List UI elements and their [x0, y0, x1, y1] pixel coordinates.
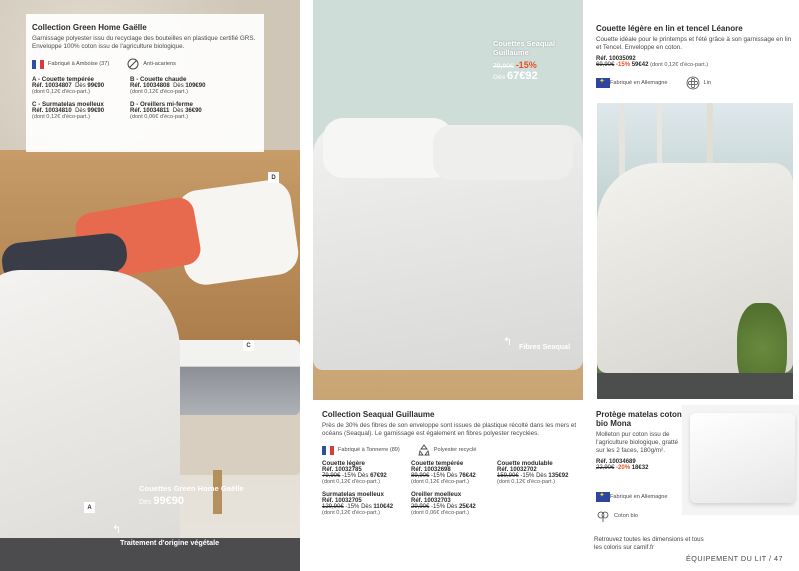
- eco-part: (dont 0,12€ d'éco-part.): [411, 479, 469, 486]
- price-prefix: Dès: [75, 83, 86, 90]
- price-prefix: Dès: [493, 73, 506, 81]
- ref-label: Réf.: [32, 108, 44, 115]
- eco-part: (dont 0,12€ d'éco-part.): [650, 62, 709, 69]
- badge-label: Coton bio: [614, 513, 638, 519]
- ref-label: Réf.: [497, 467, 509, 474]
- price-prefix: Dès: [172, 108, 184, 115]
- badge-made-in-germany: [596, 78, 668, 88]
- marker-a: A: [84, 502, 95, 513]
- price-prefix: Dès: [361, 504, 372, 511]
- pillow-2: [433, 125, 573, 180]
- floor: [597, 373, 793, 399]
- ref-number: 10034807: [45, 83, 72, 90]
- eu-flag-icon: [596, 492, 610, 502]
- arrow-icon: ↰: [112, 524, 122, 536]
- badges-row: [596, 76, 796, 90]
- gaelle-info-box: [26, 14, 264, 152]
- ref-label: Réf.: [130, 83, 142, 90]
- old-price: 79,90€: [493, 62, 514, 70]
- eco-part: (dont 0,12€ d'éco-part.): [32, 114, 90, 121]
- price-prefix: Dès: [173, 83, 184, 90]
- marker-d: D: [268, 172, 279, 183]
- discount: -15%: [431, 504, 446, 511]
- price: 59€42: [631, 62, 649, 69]
- collection-description: Garnissage polyester issu du recyclage des bouteilles en plastique certifié GRS. Enveloppe 100% coton issu de l'agriculture biologique.: [32, 35, 256, 51]
- ref-number: 10034689: [609, 458, 636, 465]
- product-description: Couette idéale pour le printemps et l'été grâce à son garnissage en lin et Tencel. Enveloppe en coton.: [596, 36, 792, 52]
- badge-lin: [686, 76, 711, 90]
- price-tag-gaelle: [139, 484, 249, 507]
- old-price: 89,90€: [411, 473, 430, 480]
- badge-coton-bio: [596, 509, 778, 523]
- marker-c: C: [243, 340, 254, 351]
- product-list: [322, 460, 577, 516]
- product-list: [32, 76, 258, 120]
- badge-label: Fabriqué en Allemagne: [610, 494, 668, 500]
- arrow-icon: ↰: [503, 336, 513, 348]
- prohibited-icon: [127, 58, 139, 70]
- discount: -15%: [345, 504, 360, 511]
- ref-label: Réf.: [130, 108, 142, 115]
- mona-info: [596, 410, 684, 471]
- price-prefix: Dès: [357, 473, 369, 480]
- eco-part: (dont 0,06€ d'éco-part.): [130, 114, 188, 121]
- item-name: B - Couette chaude: [130, 76, 187, 84]
- page-right: [590, 0, 799, 571]
- france-flag-icon: [322, 446, 334, 455]
- eco-part: (dont 0,12€ d'éco-part.): [130, 89, 188, 96]
- collection-title: Collection Green Home Gaëlle: [32, 23, 147, 32]
- price: 110€42: [373, 504, 394, 511]
- price-tag-title: Couettes Green Home Gaëlle: [139, 484, 244, 493]
- item-name: D - Oreillers mi-ferme: [130, 101, 193, 109]
- product-item-c: [32, 101, 130, 120]
- old-price: 29,90€: [411, 504, 430, 511]
- callout-vegetal: [112, 520, 232, 547]
- item-price: [596, 465, 684, 471]
- website-note: Retrouvez toutes les dimensions et tous les coloris sur camif.fr: [594, 536, 704, 552]
- product-item: [322, 491, 411, 516]
- item-name: A - Couette tempérée: [32, 76, 95, 84]
- protector: [690, 413, 795, 503]
- ref-number: 10034811: [143, 108, 170, 115]
- price-prefix: Dès: [536, 473, 547, 480]
- ref-number: 10032702: [510, 467, 537, 474]
- ref-label: Réf.: [322, 467, 334, 474]
- old-price: 129,90€: [322, 504, 344, 511]
- discount: -15%: [342, 473, 357, 480]
- price-tag-old-line: [493, 60, 578, 70]
- badge-label: Fabriqué à Amboise (37): [48, 61, 110, 68]
- ref-label: Réf.: [596, 458, 608, 465]
- callout-seaqual: [503, 332, 573, 351]
- price: 135€92: [548, 473, 569, 480]
- product-item: [497, 460, 583, 485]
- france-flag-icon: [32, 60, 44, 69]
- collection-title: Collection Seaqual Guillaume: [322, 410, 435, 419]
- discount: -15%: [431, 473, 446, 480]
- item-price: [596, 62, 796, 68]
- ref-label: Réf.: [411, 498, 423, 505]
- guillaume-info: [322, 410, 577, 516]
- ref-number: 10032703: [424, 498, 451, 505]
- recycle-icon: [418, 444, 430, 456]
- item-name: Oreiller moelleux: [411, 491, 462, 499]
- eco-part: (dont 0,12€ d'éco-part.): [322, 510, 380, 517]
- item-name: Couette légère: [322, 460, 365, 468]
- ref-label: Réf.: [596, 56, 608, 63]
- price-tag-guillaume: [493, 40, 578, 82]
- item-name: Couette tempérée: [411, 460, 464, 468]
- product-title: Protège matelas coton bio Mona: [596, 410, 682, 428]
- badges-row: [322, 444, 577, 456]
- discount: -20%: [616, 464, 631, 471]
- price-prefix: Dès: [446, 504, 458, 511]
- price: 99€90: [153, 495, 184, 508]
- badge-made-in-france: [322, 446, 400, 455]
- ref-label: Réf.: [322, 498, 334, 505]
- badge-made-in-france: [32, 60, 109, 69]
- price-prefix: Dès: [139, 499, 152, 507]
- eco-part: (dont 0,06€ d'éco-part.): [411, 510, 469, 517]
- price: 67€92: [506, 69, 538, 82]
- old-price: 159,90€: [497, 473, 519, 480]
- discount: -15%: [515, 59, 537, 70]
- ref-label: Réf.: [32, 83, 44, 90]
- page-footer: ÉQUIPEMENT DU LIT / 47: [686, 554, 784, 563]
- cotton-icon: [596, 509, 610, 523]
- callout-text: Traitement d'origine végétale: [120, 538, 220, 547]
- flax-flower-icon: [686, 76, 700, 90]
- old-price: 79,90€: [322, 473, 341, 480]
- item-name: Couette modulable: [497, 460, 553, 468]
- product-item-b: [130, 76, 250, 95]
- eco-part: (dont 0,12€ d'éco-part.): [497, 479, 555, 486]
- bedroom-photo-leanore: [597, 103, 793, 399]
- price-prefix: Dès: [75, 108, 86, 115]
- price: 99€90: [87, 108, 105, 115]
- price: 67€92: [370, 473, 387, 480]
- leanore-info: [596, 24, 796, 90]
- price: 18€32: [631, 464, 649, 471]
- badge-made-in-germany: [596, 492, 778, 502]
- page-middle: [313, 0, 583, 571]
- old-price: 69,90€: [596, 62, 615, 69]
- price-tag-line: [139, 495, 249, 507]
- item-name: C - Surmatelas moelleux: [32, 101, 104, 109]
- eco-part: (dont 0,12€ d'éco-part.): [322, 479, 380, 486]
- price: 76€42: [459, 473, 476, 480]
- discount: -15%: [616, 62, 631, 69]
- badge-recycled: [418, 444, 477, 456]
- ref-number: 10035092: [609, 56, 636, 63]
- product-item: [322, 460, 411, 485]
- price: 109€90: [185, 83, 206, 90]
- item-name: Surmatelas moelleux: [322, 491, 384, 499]
- product-title: Couette légère en lin et tencel Léanore: [596, 24, 743, 33]
- ref-number: 10034808: [143, 83, 170, 90]
- price-tag-title: Couettes Seaqual Guillaume: [493, 39, 556, 57]
- ref-number: 10032705: [335, 498, 362, 505]
- badge-anti-mites: [127, 58, 176, 70]
- price-prefix: Dès: [446, 473, 458, 480]
- product-item-d: [130, 101, 250, 120]
- price: 36€90: [185, 108, 202, 115]
- ref-number: 10034810: [45, 108, 72, 115]
- badges-row: [32, 58, 258, 70]
- eu-flag-icon: [596, 78, 610, 88]
- badge-label: Lin: [703, 80, 711, 87]
- ref-label: Réf.: [411, 467, 423, 474]
- badge-label: Fabriqué en Allemagne: [610, 80, 668, 87]
- callout-text: Fibres Seaqual: [519, 342, 571, 351]
- product-item-a: [32, 76, 130, 95]
- discount: -15%: [520, 473, 535, 480]
- eco-part: (dont 0,12€ d'éco-part.): [32, 89, 90, 96]
- price: 25€42: [459, 504, 476, 511]
- product-item: [411, 460, 497, 485]
- product-item: [411, 491, 497, 516]
- price-tag-new-line: [493, 70, 578, 82]
- mona-badges: [596, 492, 796, 523]
- price: 99€90: [87, 83, 105, 90]
- page-left: [0, 0, 300, 571]
- old-price: 22,90€: [596, 464, 615, 471]
- badge-label: Fabriqué à Tonnerre (89): [338, 447, 400, 454]
- ref-number: 10032698: [424, 467, 451, 474]
- badge-label: Polyester recyclé: [433, 447, 477, 454]
- ref-number: 10032785: [335, 467, 362, 474]
- product-description: Molleton pur coton issu de l'agriculture biologique, gratté sur les 2 faces, 180g/m².: [596, 431, 679, 455]
- collection-description: Près de 30% des fibres de son enveloppe sont issues de plastique récolté dans les mers et océans (Seaqual). Le garnissage est également en fibres polyester recyclées.: [322, 422, 577, 438]
- badge-label: Anti-acariens: [143, 61, 176, 68]
